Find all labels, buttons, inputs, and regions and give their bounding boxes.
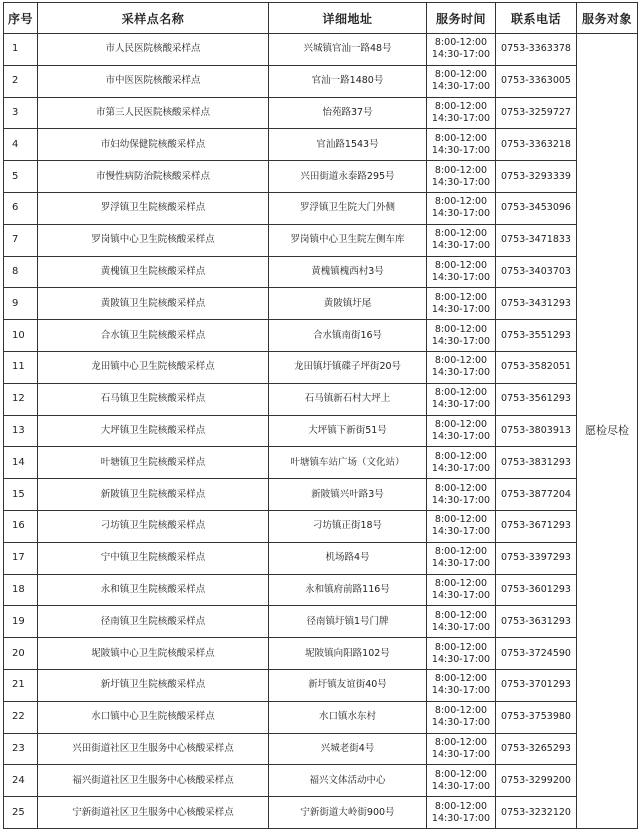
service-time-morning: 8:00-12:00 bbox=[434, 164, 488, 176]
contact-phone: 0753-3551293 bbox=[496, 320, 577, 352]
service-time-morning: 8:00-12:00 bbox=[434, 546, 488, 558]
service-time-afternoon: 14:30-17:00 bbox=[431, 812, 491, 824]
service-time bbox=[427, 256, 496, 288]
row-number: 24 bbox=[4, 765, 38, 797]
contact-phone: 0753-3293339 bbox=[496, 161, 577, 193]
row-number: 19 bbox=[4, 606, 38, 638]
service-time-morning: 8:00-12:00 bbox=[434, 514, 488, 526]
row-number: 15 bbox=[4, 479, 38, 511]
table-row bbox=[4, 351, 638, 383]
service-time-morning: 8:00-12:00 bbox=[434, 705, 488, 717]
table-row bbox=[4, 129, 638, 161]
row-number: 22 bbox=[4, 701, 38, 733]
sampling-point-address: 新陂镇兴叶路3号 bbox=[269, 479, 427, 511]
row-number: 16 bbox=[4, 510, 38, 542]
service-time-afternoon: 14:30-17:00 bbox=[431, 367, 491, 379]
service-time-afternoon: 14:30-17:00 bbox=[431, 748, 491, 760]
service-time-morning: 8:00-12:00 bbox=[434, 673, 488, 685]
sampling-point-address: 大坪镇下新街51号 bbox=[269, 415, 427, 447]
sampling-point-name: 新陂镇卫生院核酸采样点 bbox=[38, 479, 269, 511]
table-row bbox=[4, 256, 638, 288]
sampling-point-address: 兴城老街4号 bbox=[269, 733, 427, 765]
service-time-morning: 8:00-12:00 bbox=[434, 132, 488, 144]
sampling-point-name: 合水镇卫生院核酸采样点 bbox=[38, 320, 269, 352]
service-time bbox=[427, 606, 496, 638]
service-time bbox=[427, 288, 496, 320]
table-row bbox=[4, 192, 638, 224]
service-time-morning: 8:00-12:00 bbox=[434, 641, 488, 653]
table-row bbox=[4, 701, 638, 733]
sampling-point-name: 罗岗镇中心卫生院核酸采样点 bbox=[38, 224, 269, 256]
row-number: 21 bbox=[4, 669, 38, 701]
service-time-morning: 8:00-12:00 bbox=[434, 387, 488, 399]
contact-phone: 0753-3453096 bbox=[496, 192, 577, 224]
service-target: 愿检尽检 bbox=[577, 34, 638, 829]
sampling-point-address: 径南镇圩镇1号门牌 bbox=[269, 606, 427, 638]
service-time bbox=[427, 97, 496, 129]
row-number: 14 bbox=[4, 447, 38, 479]
table-row bbox=[4, 765, 638, 797]
row-number: 18 bbox=[4, 574, 38, 606]
header-phone: 联系电话 bbox=[496, 3, 577, 34]
service-time-afternoon: 14:30-17:00 bbox=[431, 112, 491, 124]
sampling-point-address: 兴田街道永泰路295号 bbox=[269, 161, 427, 193]
sampling-point-name: 坭陂镇中心卫生院核酸采样点 bbox=[38, 638, 269, 670]
service-time-morning: 8:00-12:00 bbox=[434, 291, 488, 303]
contact-phone: 0753-3601293 bbox=[496, 574, 577, 606]
row-number: 1 bbox=[4, 34, 38, 66]
table-row bbox=[4, 479, 638, 511]
service-time bbox=[427, 765, 496, 797]
row-number: 20 bbox=[4, 638, 38, 670]
sampling-points-table bbox=[3, 2, 638, 829]
service-time-afternoon: 14:30-17:00 bbox=[431, 494, 491, 506]
service-time bbox=[427, 192, 496, 224]
sampling-point-address: 龙田镇圩镇碟子坪街20号 bbox=[269, 351, 427, 383]
service-time-morning: 8:00-12:00 bbox=[434, 100, 488, 112]
service-time-afternoon: 14:30-17:00 bbox=[431, 208, 491, 220]
table-row bbox=[4, 65, 638, 97]
service-time bbox=[427, 638, 496, 670]
service-time-afternoon: 14:30-17:00 bbox=[431, 430, 491, 442]
row-number: 6 bbox=[4, 192, 38, 224]
service-time-afternoon: 14:30-17:00 bbox=[431, 144, 491, 156]
contact-phone: 0753-3471833 bbox=[496, 224, 577, 256]
table-row bbox=[4, 161, 638, 193]
table-row bbox=[4, 415, 638, 447]
row-number: 9 bbox=[4, 288, 38, 320]
row-number: 7 bbox=[4, 224, 38, 256]
contact-phone: 0753-3671293 bbox=[496, 510, 577, 542]
contact-phone: 0753-3701293 bbox=[496, 669, 577, 701]
service-time bbox=[427, 415, 496, 447]
table-row bbox=[4, 510, 638, 542]
header-time: 服务时间 bbox=[427, 3, 496, 34]
service-time-morning: 8:00-12:00 bbox=[434, 736, 488, 748]
service-time-afternoon: 14:30-17:00 bbox=[431, 399, 491, 411]
sampling-point-name: 新圩镇卫生院核酸采样点 bbox=[38, 669, 269, 701]
contact-phone: 0753-3299200 bbox=[496, 765, 577, 797]
table-row bbox=[4, 97, 638, 129]
sampling-point-address: 坭陂镇向阳路102号 bbox=[269, 638, 427, 670]
service-time-morning: 8:00-12:00 bbox=[434, 259, 488, 271]
table-row bbox=[4, 669, 638, 701]
service-time-morning: 8:00-12:00 bbox=[434, 577, 488, 589]
sampling-point-name: 黄槐镇卫生院核酸采样点 bbox=[38, 256, 269, 288]
service-time-afternoon: 14:30-17:00 bbox=[431, 240, 491, 252]
service-time bbox=[427, 733, 496, 765]
sampling-point-address: 机场路4号 bbox=[269, 542, 427, 574]
sampling-point-name: 石马镇卫生院核酸采样点 bbox=[38, 383, 269, 415]
table-row bbox=[4, 606, 638, 638]
service-time-afternoon: 14:30-17:00 bbox=[431, 303, 491, 315]
sampling-point-address: 叶塘镇车站广场（文化站） bbox=[269, 447, 427, 479]
sampling-point-name: 大坪镇卫生院核酸采样点 bbox=[38, 415, 269, 447]
sampling-point-name: 市第三人民医院核酸采样点 bbox=[38, 97, 269, 129]
service-time-afternoon: 14:30-17:00 bbox=[431, 81, 491, 93]
sampling-point-address: 水口镇水东村 bbox=[269, 701, 427, 733]
service-time bbox=[427, 383, 496, 415]
header-no: 序号 bbox=[4, 3, 38, 34]
service-time bbox=[427, 701, 496, 733]
sampling-point-name: 叶塘镇卫生院核酸采样点 bbox=[38, 447, 269, 479]
sampling-point-address: 刁坊镇正街18号 bbox=[269, 510, 427, 542]
row-number: 23 bbox=[4, 733, 38, 765]
row-number: 4 bbox=[4, 129, 38, 161]
row-number: 5 bbox=[4, 161, 38, 193]
header-address: 详细地址 bbox=[269, 3, 427, 34]
contact-phone: 0753-3803913 bbox=[496, 415, 577, 447]
row-number: 10 bbox=[4, 320, 38, 352]
sampling-point-address: 官汕路1543号 bbox=[269, 129, 427, 161]
contact-phone: 0753-3363378 bbox=[496, 34, 577, 66]
service-time bbox=[427, 129, 496, 161]
contact-phone: 0753-3831293 bbox=[496, 447, 577, 479]
contact-phone: 0753-3877204 bbox=[496, 479, 577, 511]
row-number: 25 bbox=[4, 797, 38, 829]
service-time-afternoon: 14:30-17:00 bbox=[431, 462, 491, 474]
table-row bbox=[4, 574, 638, 606]
sampling-point-address: 黄陂镇圩尾 bbox=[269, 288, 427, 320]
sampling-point-name: 市妇幼保健院核酸采样点 bbox=[38, 129, 269, 161]
service-time-afternoon: 14:30-17:00 bbox=[431, 685, 491, 697]
service-time-morning: 8:00-12:00 bbox=[434, 196, 488, 208]
contact-phone: 0753-3363218 bbox=[496, 129, 577, 161]
sampling-point-name: 龙田镇中心卫生院核酸采样点 bbox=[38, 351, 269, 383]
service-time-afternoon: 14:30-17:00 bbox=[431, 780, 491, 792]
contact-phone: 0753-3724590 bbox=[496, 638, 577, 670]
sampling-point-address: 罗岗镇中心卫生院左侧车库 bbox=[269, 224, 427, 256]
table-row bbox=[4, 447, 638, 479]
contact-phone: 0753-3582051 bbox=[496, 351, 577, 383]
table-row bbox=[4, 542, 638, 574]
contact-phone: 0753-3232120 bbox=[496, 797, 577, 829]
sampling-point-address: 永和镇府前路116号 bbox=[269, 574, 427, 606]
contact-phone: 0753-3431293 bbox=[496, 288, 577, 320]
service-time-morning: 8:00-12:00 bbox=[434, 323, 488, 335]
service-time bbox=[427, 510, 496, 542]
row-number: 17 bbox=[4, 542, 38, 574]
contact-phone: 0753-3753980 bbox=[496, 701, 577, 733]
service-time bbox=[427, 669, 496, 701]
service-time bbox=[427, 797, 496, 829]
service-time bbox=[427, 161, 496, 193]
service-time-morning: 8:00-12:00 bbox=[434, 37, 488, 49]
table-body bbox=[4, 34, 638, 829]
service-time-afternoon: 14:30-17:00 bbox=[431, 176, 491, 188]
table-row bbox=[4, 288, 638, 320]
sampling-point-address: 宁新街道大岭街900号 bbox=[269, 797, 427, 829]
sampling-point-address: 新圩镇友谊街40号 bbox=[269, 669, 427, 701]
service-time-afternoon: 14:30-17:00 bbox=[431, 526, 491, 538]
service-time bbox=[427, 447, 496, 479]
service-time-afternoon: 14:30-17:00 bbox=[431, 621, 491, 633]
service-time bbox=[427, 34, 496, 66]
contact-phone: 0753-3561293 bbox=[496, 383, 577, 415]
sampling-point-name: 市慢性病防治院核酸采样点 bbox=[38, 161, 269, 193]
sampling-point-name: 刁坊镇卫生院核酸采样点 bbox=[38, 510, 269, 542]
service-time bbox=[427, 224, 496, 256]
contact-phone: 0753-3631293 bbox=[496, 606, 577, 638]
service-time bbox=[427, 574, 496, 606]
sampling-point-name: 市人民医院核酸采样点 bbox=[38, 34, 269, 66]
service-time bbox=[427, 320, 496, 352]
sampling-point-name: 黄陂镇卫生院核酸采样点 bbox=[38, 288, 269, 320]
service-time-afternoon: 14:30-17:00 bbox=[431, 589, 491, 601]
sampling-point-name: 兴田街道社区卫生服务中心核酸采样点 bbox=[38, 733, 269, 765]
service-time-morning: 8:00-12:00 bbox=[434, 69, 488, 81]
contact-phone: 0753-3265293 bbox=[496, 733, 577, 765]
sampling-point-name: 宁中镇卫生院核酸采样点 bbox=[38, 542, 269, 574]
header-name: 采样点名称 bbox=[38, 3, 269, 34]
sampling-point-name: 市中医医院核酸采样点 bbox=[38, 65, 269, 97]
sampling-point-address: 罗浮镇卫生院大门外侧 bbox=[269, 192, 427, 224]
row-number: 11 bbox=[4, 351, 38, 383]
row-number: 3 bbox=[4, 97, 38, 129]
table-row bbox=[4, 733, 638, 765]
contact-phone: 0753-3363005 bbox=[496, 65, 577, 97]
contact-phone: 0753-3259727 bbox=[496, 97, 577, 129]
service-time-morning: 8:00-12:00 bbox=[434, 450, 488, 462]
sampling-point-address: 兴城镇官汕一路48号 bbox=[269, 34, 427, 66]
row-number: 12 bbox=[4, 383, 38, 415]
service-time-afternoon: 14:30-17:00 bbox=[431, 335, 491, 347]
row-number: 13 bbox=[4, 415, 38, 447]
service-time-morning: 8:00-12:00 bbox=[434, 609, 488, 621]
table-row bbox=[4, 797, 638, 829]
service-time-morning: 8:00-12:00 bbox=[434, 768, 488, 780]
table-row bbox=[4, 224, 638, 256]
service-time bbox=[427, 479, 496, 511]
service-time bbox=[427, 65, 496, 97]
table-row bbox=[4, 638, 638, 670]
sampling-point-name: 永和镇卫生院核酸采样点 bbox=[38, 574, 269, 606]
service-time-morning: 8:00-12:00 bbox=[434, 418, 488, 430]
service-time-afternoon: 14:30-17:00 bbox=[431, 558, 491, 570]
table-row bbox=[4, 34, 638, 66]
sampling-point-address: 官汕一路1480号 bbox=[269, 65, 427, 97]
service-time-afternoon: 14:30-17:00 bbox=[431, 653, 491, 665]
sampling-point-address: 怡苑路37号 bbox=[269, 97, 427, 129]
service-time bbox=[427, 351, 496, 383]
sampling-point-address: 合水镇南街16号 bbox=[269, 320, 427, 352]
sampling-point-name: 径南镇卫生院核酸采样点 bbox=[38, 606, 269, 638]
row-number: 2 bbox=[4, 65, 38, 97]
table-header-row bbox=[4, 3, 638, 34]
sampling-point-address: 黄槐镇槐西村3号 bbox=[269, 256, 427, 288]
sampling-point-name: 罗浮镇卫生院核酸采样点 bbox=[38, 192, 269, 224]
sampling-point-name: 宁新街道社区卫生服务中心核酸采样点 bbox=[38, 797, 269, 829]
service-time-afternoon: 14:30-17:00 bbox=[431, 271, 491, 283]
sampling-point-address: 石马镇新石村大坪上 bbox=[269, 383, 427, 415]
sampling-point-name: 福兴街道社区卫生服务中心核酸采样点 bbox=[38, 765, 269, 797]
contact-phone: 0753-3397293 bbox=[496, 542, 577, 574]
table-row bbox=[4, 383, 638, 415]
sampling-point-address: 福兴文体活动中心 bbox=[269, 765, 427, 797]
service-time-morning: 8:00-12:00 bbox=[434, 800, 488, 812]
table-row bbox=[4, 320, 638, 352]
service-time-morning: 8:00-12:00 bbox=[434, 355, 488, 367]
service-time-morning: 8:00-12:00 bbox=[434, 482, 488, 494]
row-number: 8 bbox=[4, 256, 38, 288]
service-time-afternoon: 14:30-17:00 bbox=[431, 49, 491, 61]
contact-phone: 0753-3403703 bbox=[496, 256, 577, 288]
service-time bbox=[427, 542, 496, 574]
service-time-morning: 8:00-12:00 bbox=[434, 228, 488, 240]
sampling-point-name: 水口镇中心卫生院核酸采样点 bbox=[38, 701, 269, 733]
service-time-afternoon: 14:30-17:00 bbox=[431, 717, 491, 729]
header-target: 服务对象 bbox=[577, 3, 638, 34]
